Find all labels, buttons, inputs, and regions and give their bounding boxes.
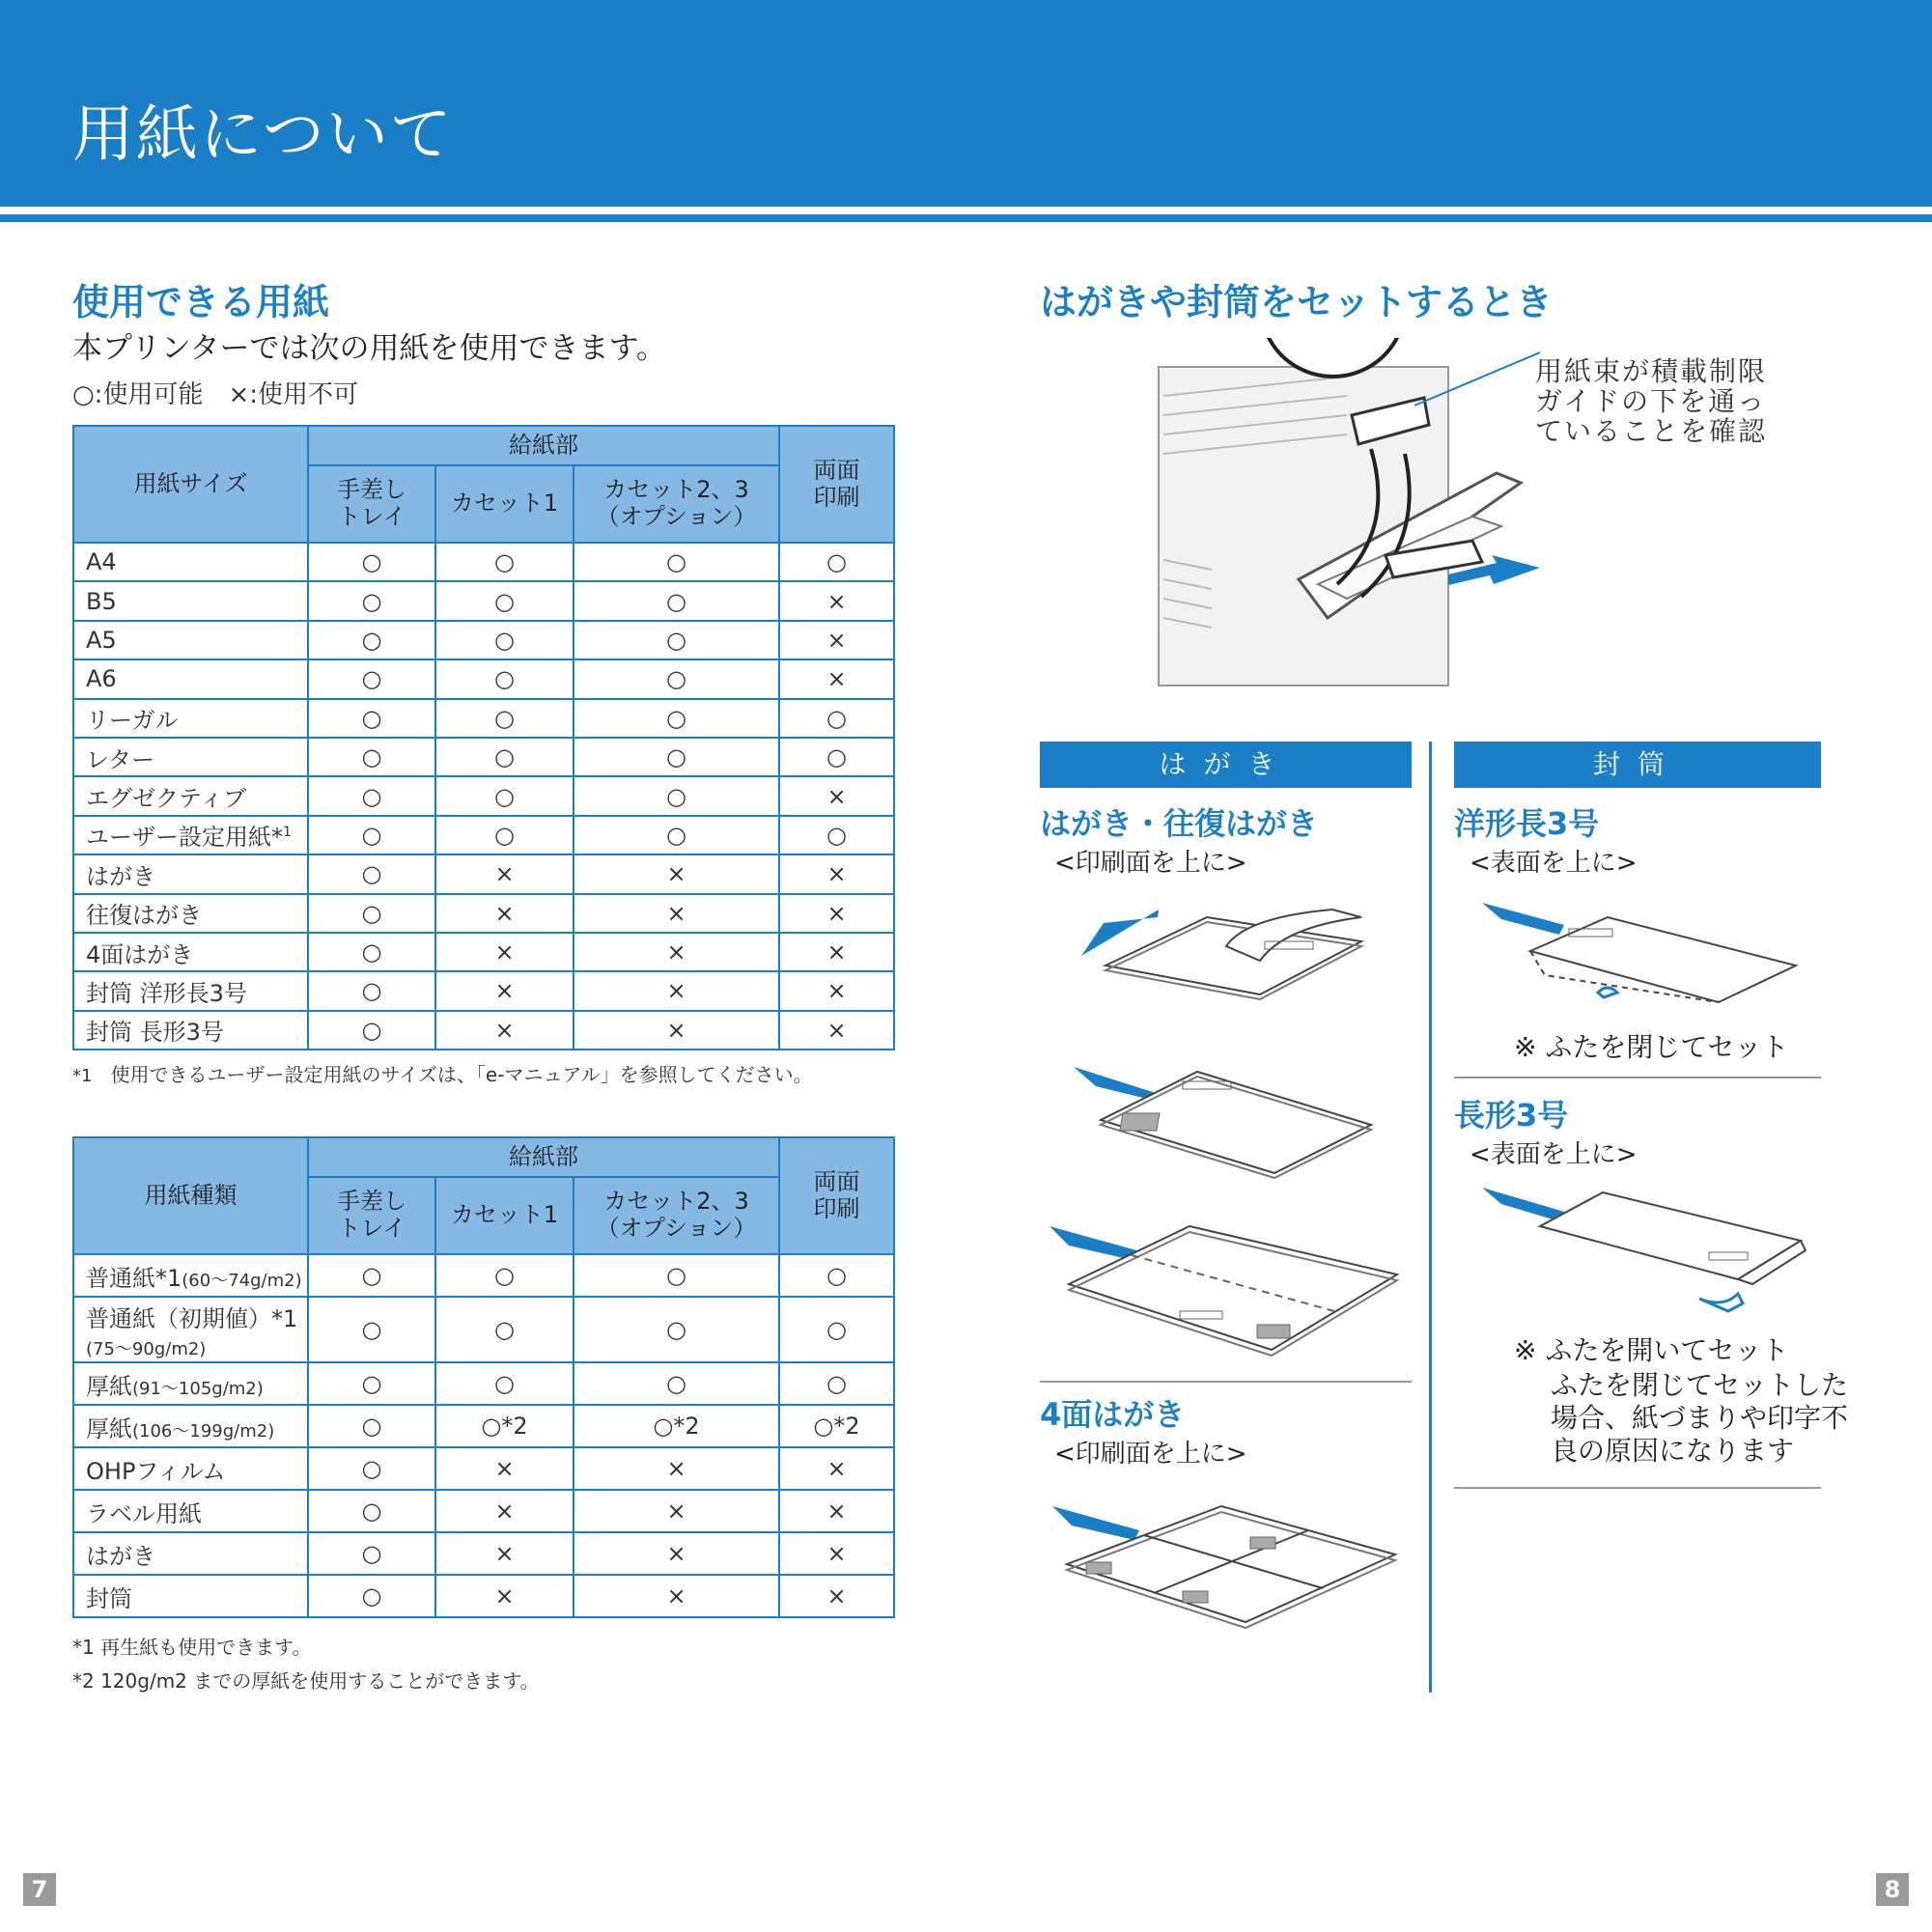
note-open-flap: ※ ふたを開いてセット xyxy=(1514,1334,1789,1366)
table-row xyxy=(73,659,894,698)
sub-print-side-up-2: <印刷面を上に> xyxy=(1054,1440,1247,1469)
row-label: A4 xyxy=(73,543,308,581)
title-naga3: 長形3号 xyxy=(1454,1097,1569,1134)
column-divider xyxy=(1429,742,1432,1693)
oufuku-hagaki-illustration xyxy=(1062,1048,1410,1192)
note-open-flap-line3: 場合、紙づまりや印字不 xyxy=(1551,1402,1849,1434)
availability-cell: ○ xyxy=(435,699,574,738)
availability-cell: ○ xyxy=(308,894,435,933)
availability-cell: × xyxy=(574,1490,779,1532)
col-manual-tray: 手差し トレイ xyxy=(308,1177,435,1254)
table-row xyxy=(73,933,894,971)
availability-cell: × xyxy=(574,1532,779,1575)
col-cassette23: カセット2、3 （オプション） xyxy=(574,465,779,543)
availability-cell: ○ xyxy=(308,1297,435,1362)
table-row xyxy=(73,1532,894,1575)
availability-cell: ○ xyxy=(308,971,435,1010)
availability-cell: × xyxy=(779,971,894,1010)
availability-cell: ○ xyxy=(308,1447,435,1490)
availability-cell: × xyxy=(435,1447,574,1490)
availability-cell: ○ xyxy=(308,1405,435,1447)
title-yokei-naga3: 洋形長3号 xyxy=(1454,805,1600,842)
availability-cell: ○ xyxy=(779,543,894,581)
availability-cell: ○*2 xyxy=(435,1405,574,1447)
availability-cell: ○ xyxy=(574,1362,779,1405)
legend: ○:使用可能 ×:使用不可 xyxy=(72,380,358,409)
availability-cell: ○ xyxy=(574,738,779,776)
row-label: A5 xyxy=(73,621,308,659)
availability-cell: × xyxy=(435,894,574,933)
availability-cell: × xyxy=(779,621,894,659)
availability-cell: ○ xyxy=(435,1362,574,1405)
header-divider xyxy=(0,214,1932,222)
availability-cell: ○ xyxy=(308,1254,435,1297)
table-row xyxy=(73,1011,894,1050)
yokei-envelope-illustration xyxy=(1472,888,1810,1033)
page-number-left: 7 xyxy=(23,1873,56,1906)
title-4men-hagaki: 4面はがき xyxy=(1040,1396,1186,1433)
table-row xyxy=(73,1447,894,1490)
note-close-flap: ※ ふたを閉じてセット xyxy=(1514,1031,1789,1063)
row-label: 厚紙(106～199g/m2) xyxy=(73,1405,308,1447)
row-label: ラベル用紙 xyxy=(73,1490,308,1532)
row-label: B5 xyxy=(73,581,308,620)
availability-cell: × xyxy=(435,1532,574,1575)
availability-cell: ○ xyxy=(779,1254,894,1297)
availability-cell: ○ xyxy=(308,1011,435,1050)
table-row xyxy=(73,854,894,893)
availability-cell: ○ xyxy=(435,581,574,620)
col-feeder-group: 給紙部 xyxy=(308,1137,779,1177)
availability-cell: ○ xyxy=(435,621,574,659)
row-label: はがき xyxy=(73,1532,308,1575)
section-title-usable-paper: 使用できる用紙 xyxy=(72,281,330,323)
sub-print-side-up: <印刷面を上に> xyxy=(1054,849,1247,878)
table-row xyxy=(73,1405,894,1447)
availability-cell: × xyxy=(779,659,894,698)
table-row xyxy=(73,894,894,933)
availability-cell: ○ xyxy=(574,699,779,738)
envelope-end-divider xyxy=(1454,1487,1821,1489)
availability-cell: ○ xyxy=(779,816,894,854)
row-label: A6 xyxy=(73,659,308,698)
table-row xyxy=(73,621,894,659)
col-feeder-group: 給紙部 xyxy=(308,426,779,465)
sub-front-side-up: <表面を上に> xyxy=(1470,849,1638,878)
table-row xyxy=(73,816,894,854)
col-duplex: 両面 印刷 xyxy=(779,1137,894,1254)
availability-cell: ○ xyxy=(435,738,574,776)
row-label: ユーザー設定用紙*$^1$ xyxy=(73,816,308,854)
availability-cell: × xyxy=(435,933,574,971)
row-label: 普通紙*1(60～74g/m2) xyxy=(73,1254,308,1297)
table2-footnote-1: *1 再生紙も使用できます。 xyxy=(72,1636,312,1659)
availability-cell: ○ xyxy=(779,738,894,776)
table-row xyxy=(73,971,894,1010)
table-row xyxy=(73,776,894,815)
col-cassette1: カセット1 xyxy=(435,465,574,543)
page-title: 用紙について xyxy=(72,99,454,171)
availability-cell: × xyxy=(574,971,779,1010)
row-label: OHPフィルム xyxy=(73,1447,308,1490)
row-label: 往復はがき xyxy=(73,894,308,933)
availability-cell: ○ xyxy=(435,1297,574,1362)
page-number-right: 8 xyxy=(1876,1873,1909,1906)
row-label: エグゼクティブ xyxy=(73,776,308,815)
row-label: レター xyxy=(73,738,308,776)
availability-cell: × xyxy=(779,1532,894,1575)
availability-cell: × xyxy=(779,1575,894,1617)
availability-cell: ○ xyxy=(435,543,574,581)
availability-cell: ○ xyxy=(574,1254,779,1297)
table-row xyxy=(73,1297,894,1362)
availability-cell: ○ xyxy=(574,581,779,620)
availability-cell: × xyxy=(779,1447,894,1490)
availability-cell: ○ xyxy=(308,659,435,698)
availability-cell: × xyxy=(779,1011,894,1050)
row-label: 普通紙（初期値）*1 (75～90g/m2) xyxy=(73,1297,308,1362)
availability-cell: × xyxy=(779,894,894,933)
col-duplex: 両面 印刷 xyxy=(779,426,894,543)
callout-check-guide: 用紙束が積載制限ガイドの下を通っていることを確認 xyxy=(1535,355,1768,447)
availability-cell: × xyxy=(779,1490,894,1532)
page-header xyxy=(0,0,1932,207)
availability-cell: ○ xyxy=(308,621,435,659)
table-row xyxy=(73,1575,894,1617)
availability-cell: ○*2 xyxy=(779,1405,894,1447)
sub-front-side-up-2: <表面を上に> xyxy=(1470,1140,1638,1169)
availability-cell: ○ xyxy=(308,854,435,893)
availability-cell: ○ xyxy=(308,699,435,738)
bar-hagaki: はがき xyxy=(1040,742,1412,788)
availability-cell: ○ xyxy=(574,776,779,815)
availability-cell: × xyxy=(779,776,894,815)
table-row xyxy=(73,1362,894,1405)
availability-cell: ○*2 xyxy=(574,1405,779,1447)
availability-cell: ○ xyxy=(308,1490,435,1532)
availability-cell: ○ xyxy=(779,1297,894,1362)
availability-cell: ○ xyxy=(308,1532,435,1575)
availability-cell: × xyxy=(435,1575,574,1617)
availability-cell: × xyxy=(435,1011,574,1050)
availability-cell: ○ xyxy=(435,776,574,815)
paper-type-table xyxy=(72,1136,895,1618)
availability-cell: ○ xyxy=(574,816,779,854)
table-row xyxy=(73,738,894,776)
availability-cell: ○ xyxy=(435,659,574,698)
row-label: 封筒 長形3号 xyxy=(73,1011,308,1050)
table-row xyxy=(73,581,894,620)
availability-cell: ○ xyxy=(574,543,779,581)
availability-cell: ○ xyxy=(308,816,435,854)
col-cassette23: カセット2、3 （オプション） xyxy=(574,1177,779,1254)
section-title-set-postcard-envelope: はがきや封筒をセットするとき xyxy=(1040,281,1553,323)
availability-cell: × xyxy=(779,854,894,893)
hagaki-illustration xyxy=(1062,888,1410,1009)
table-row xyxy=(73,1490,894,1532)
note-open-flap-line4: 良の原因になります xyxy=(1551,1435,1795,1467)
col-paper-type: 用紙種類 xyxy=(73,1137,308,1254)
availability-cell: × xyxy=(435,1490,574,1532)
col-manual-tray: 手差し トレイ xyxy=(308,465,435,543)
bar-envelope: 封筒 xyxy=(1454,742,1821,788)
row-label: はがき xyxy=(73,854,308,893)
hagaki-section-divider xyxy=(1040,1381,1412,1383)
table-row xyxy=(73,699,894,738)
section-subtitle: 本プリンターでは次の用紙を使用できます。 xyxy=(72,331,667,366)
availability-cell: ○ xyxy=(308,543,435,581)
availability-cell: × xyxy=(574,1447,779,1490)
title-hagaki-oufuku: はがき・往復はがき xyxy=(1040,805,1319,842)
availability-cell: × xyxy=(574,1575,779,1617)
col-paper-size: 用紙サイズ xyxy=(73,426,308,543)
availability-cell: ○ xyxy=(308,933,435,971)
availability-cell: × xyxy=(779,933,894,971)
availability-cell: × xyxy=(435,971,574,1010)
availability-cell: ○ xyxy=(779,699,894,738)
row-label: 厚紙(91～105g/m2) xyxy=(73,1362,308,1405)
availability-cell: ○ xyxy=(308,1362,435,1405)
availability-cell: × xyxy=(574,894,779,933)
availability-cell: ○ xyxy=(574,621,779,659)
availability-cell: ○ xyxy=(308,738,435,776)
table-row xyxy=(73,1254,894,1297)
availability-cell: ○ xyxy=(308,1575,435,1617)
availability-cell: × xyxy=(574,854,779,893)
availability-cell: × xyxy=(435,854,574,893)
col-cassette1: カセット1 xyxy=(435,1177,574,1254)
availability-cell: ○ xyxy=(435,1254,574,1297)
paper-size-table xyxy=(72,425,895,1050)
naga3-envelope-illustration xyxy=(1472,1173,1810,1332)
row-label: リーガル xyxy=(73,699,308,738)
hagaki-sheet-illustration xyxy=(1045,1207,1412,1371)
envelope-section-divider xyxy=(1454,1077,1821,1078)
table-row xyxy=(73,543,894,581)
row-label: 封筒 xyxy=(73,1575,308,1617)
availability-cell: × xyxy=(779,581,894,620)
4men-hagaki-illustration xyxy=(1048,1487,1414,1641)
table2-footnote-2: *2 120g/m2 までの厚紙を使用することができます。 xyxy=(72,1669,540,1693)
availability-cell: ○ xyxy=(574,1297,779,1362)
row-label: 封筒 洋形長3号 xyxy=(73,971,308,1010)
note-open-flap-line2: ふたを閉じてセットした xyxy=(1551,1369,1849,1401)
availability-cell: ○ xyxy=(308,776,435,815)
row-label: 4面はがき xyxy=(73,933,308,971)
availability-cell: ○ xyxy=(779,1362,894,1405)
printer-illustration xyxy=(1154,338,1540,695)
availability-cell: × xyxy=(574,1011,779,1050)
availability-cell: × xyxy=(574,933,779,971)
availability-cell: ○ xyxy=(574,659,779,698)
table1-footnote: *1 使用できるユーザー設定用紙のサイズは、「e-マニュアル」を参照してください。 xyxy=(72,1063,813,1086)
availability-cell: ○ xyxy=(435,816,574,854)
availability-cell: ○ xyxy=(308,581,435,620)
